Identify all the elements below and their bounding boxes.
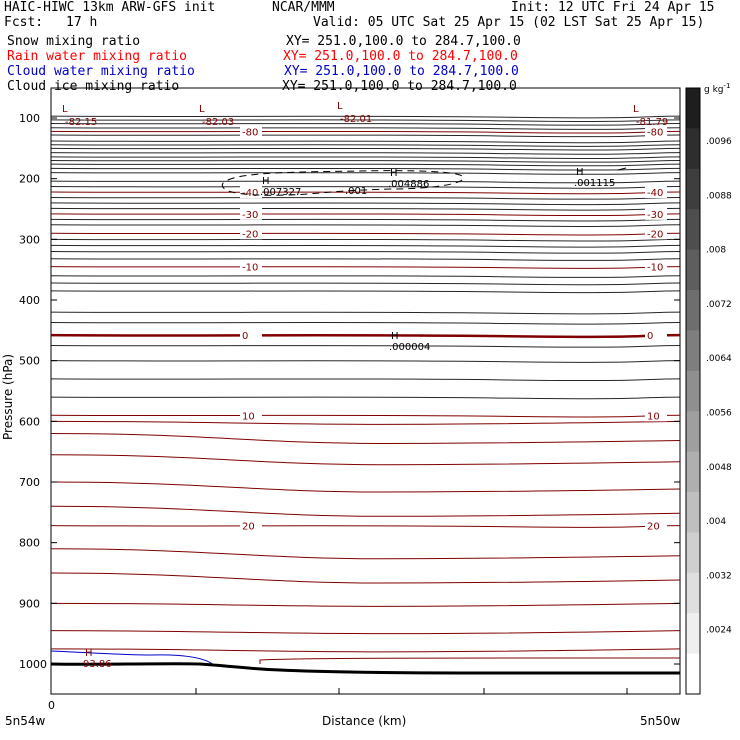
- field-cloudwater-name: Cloud water mixing ratio: [7, 64, 195, 79]
- snow-contour-line: [51, 239, 680, 241]
- field-cloudwater-xy: XY= 251.0,100.0 to 284.7,100.0: [284, 64, 519, 79]
- colorbar-label: .0096: [706, 137, 732, 147]
- org-title: NCAR/MMM: [272, 0, 335, 15]
- isotherm-line: [51, 482, 680, 492]
- surface-terrain: [51, 664, 680, 673]
- snow-contour-line: [51, 141, 680, 143]
- x-axis-ticks: [51, 688, 627, 694]
- isotherm-label: -80: [242, 127, 259, 139]
- y-tick-label: 600: [19, 415, 40, 429]
- init-time: Init: 12 UTC Fri 24 Apr 15: [511, 0, 715, 15]
- isotherm-label: 10: [242, 411, 255, 423]
- isotherm-label: -80: [647, 127, 664, 139]
- isotherm-label: -40: [242, 188, 259, 200]
- isotherm-line: [51, 631, 680, 634]
- snow-contour-line: [51, 135, 680, 137]
- isotherm-labeled-line: [51, 131, 680, 133]
- colorbar-swatch: [686, 209, 700, 250]
- snow-contour-line: [51, 322, 680, 324]
- colorbar-label: .0048: [706, 462, 732, 473]
- isotherm-label: -40: [647, 188, 664, 200]
- colorbar-label: .0064: [706, 354, 732, 365]
- high-marker: H: [391, 331, 399, 342]
- high-marker: H: [85, 648, 93, 659]
- colorbar-label: .0088: [706, 191, 732, 202]
- y-tick-label: 800: [19, 536, 40, 550]
- y-tick-label: 700: [19, 476, 40, 489]
- y-tick-label: 400: [19, 294, 40, 307]
- low-marker: L: [337, 101, 343, 112]
- snow-contour-line: [51, 164, 680, 166]
- isotherm-label: -30: [647, 209, 664, 221]
- snow-contour-line: [51, 203, 680, 205]
- isotherm-label: 20: [242, 521, 255, 533]
- colorbar-label: .0056: [706, 408, 732, 419]
- high-value: .000004: [389, 342, 431, 353]
- low-value: -82.01: [340, 114, 373, 125]
- y-tick-label: 100: [19, 112, 40, 125]
- colorbar-label: .0072: [706, 299, 732, 310]
- valid-time: Valid: 05 UTC Sat 25 Apr 15 (02 LST Sat 25 Apr 15): [313, 15, 705, 30]
- isotherm-label: -10: [647, 262, 664, 274]
- colorbar-swatch: [686, 330, 700, 371]
- isotherm-label: 20: [647, 521, 660, 533]
- field-snow-name: Snow mixing ratio: [7, 34, 141, 49]
- y-tick-label: 200: [19, 172, 40, 186]
- field-rain-name: Rain water mixing ratio: [7, 49, 188, 64]
- y-tick-label: 900: [19, 597, 40, 611]
- snow-contour-line: [51, 276, 680, 278]
- snow-contour-line: [51, 379, 680, 381]
- isotherm-label: -20: [242, 229, 259, 241]
- colorbar-label: .0032: [706, 571, 732, 582]
- snow-contour-line: [51, 251, 680, 253]
- isotherm-line: [51, 506, 680, 516]
- colorbar-units: g $kg^{-1}$: [704, 82, 731, 95]
- isotherm-line: [51, 573, 680, 583]
- isotherm-label: 0: [647, 331, 654, 343]
- colorbar-swatch: [686, 88, 700, 129]
- isotherm-label: -10: [242, 262, 259, 274]
- colorbar-swatch: [686, 169, 700, 210]
- snow-contour-line: [51, 153, 680, 155]
- isotherm-labeled-line: [51, 335, 680, 337]
- low-marker: L: [199, 104, 205, 115]
- colorbar-swatch: [686, 411, 700, 452]
- fcst-value: 17 h: [66, 15, 98, 30]
- colorbar-swatch: [686, 290, 700, 331]
- high-value: .004886: [388, 179, 430, 190]
- x-axis-title: Distance (km): [322, 714, 407, 728]
- isotherm-label: 10: [647, 411, 660, 423]
- isotherm-labeled-line: [51, 214, 680, 216]
- snow-contour-line: [51, 160, 680, 162]
- isotherm-label: 0: [242, 331, 249, 343]
- snow-contour-line: [51, 145, 680, 147]
- colorbar-swatch: [686, 654, 700, 695]
- colorbar-swatch: [686, 492, 700, 533]
- colorbar-swatch: [686, 250, 700, 291]
- field-rain-xy: XY= 251.0,100.0 to 284.7,100.0: [283, 49, 518, 64]
- isotherm-line: [51, 455, 680, 465]
- isotherm-line: [51, 421, 680, 424]
- y-tick-label: 300: [19, 233, 40, 247]
- colorbar-label: .004: [706, 517, 727, 528]
- contour-value-label: .001: [345, 186, 368, 197]
- high-marker: H: [262, 176, 270, 187]
- snow-contour-line: [51, 225, 680, 227]
- y-axis-title: Pressure (hPa): [1, 353, 15, 440]
- colorbar-swatch: [686, 128, 700, 169]
- low-value: -82.03: [202, 117, 235, 128]
- snow-contour-line: [51, 291, 680, 293]
- snow-contour-line: [51, 168, 680, 170]
- colorbar-swatch: [686, 613, 700, 654]
- snow-contour-line: [51, 312, 680, 314]
- snow-contour-line: [51, 148, 680, 150]
- colorbar-label: .008: [706, 245, 727, 256]
- isotherm-near-surface: [260, 658, 680, 664]
- y-tick-label: 1000: [19, 658, 47, 671]
- isotherm-labeled-line: [51, 415, 680, 417]
- high-marker: H: [390, 168, 398, 179]
- high-value: .007327: [260, 187, 302, 198]
- snow-contour-line: [51, 173, 680, 175]
- x-right-location: 5n50w: [640, 714, 681, 728]
- isotherm-line: [51, 549, 680, 559]
- fcst-label: Fcst:: [4, 15, 44, 30]
- field-snow-xy: XY= 251.0,100.0 to 284.7,100.0: [286, 34, 521, 49]
- low-marker: L: [633, 104, 639, 115]
- low-value: -81.79: [636, 117, 669, 128]
- colorbar-label: .0024: [706, 625, 732, 636]
- isotherm-line: [51, 433, 680, 443]
- colorbar: [686, 88, 732, 695]
- isotherm-line: [51, 649, 680, 652]
- isotherm-labeled-line: [51, 267, 680, 269]
- x-start-label: 0: [48, 699, 55, 712]
- colorbar-swatch: [686, 532, 700, 573]
- high-value: 93.86: [83, 659, 112, 670]
- isotherm-labeled-line: [51, 526, 680, 528]
- snow-contour-line: [51, 397, 680, 399]
- isotherm-labeled-line: [51, 233, 680, 235]
- field-cloudice-xy: XY= 251.0,100.0 to 284.7,100.0: [282, 79, 517, 94]
- snow-contour-line: [51, 128, 680, 130]
- isotherm-line: [51, 603, 680, 606]
- snow-contour-line: [51, 259, 680, 261]
- low-marker: L: [62, 104, 68, 115]
- colorbar-swatch: [686, 452, 700, 493]
- model-title: HAIC-HIWC 13km ARW-GFS init: [4, 0, 216, 15]
- snow-contour-line: [51, 346, 680, 348]
- snow-contour-line: [51, 157, 680, 159]
- high-marker: H: [576, 167, 584, 178]
- y-tick-label: 500: [19, 354, 40, 368]
- isotherm-label: -30: [242, 209, 259, 221]
- snow-contour-line: [51, 219, 680, 221]
- low-value: -82.15: [65, 117, 98, 128]
- snow-contour-line: [51, 197, 680, 199]
- snow-contour-line: [51, 283, 680, 285]
- field-cloudice-name: Cloud ice mixing ratio: [7, 79, 180, 94]
- x-left-location: 5n54w: [5, 714, 46, 728]
- snow-contour-line: [51, 208, 680, 210]
- colorbar-swatch: [686, 573, 700, 614]
- high-value: .001115: [574, 178, 616, 189]
- snow-contour-line: [51, 361, 680, 363]
- colorbar-swatch: [686, 371, 700, 412]
- isotherm-label: -20: [647, 229, 664, 241]
- snow-contour-line: [51, 245, 680, 247]
